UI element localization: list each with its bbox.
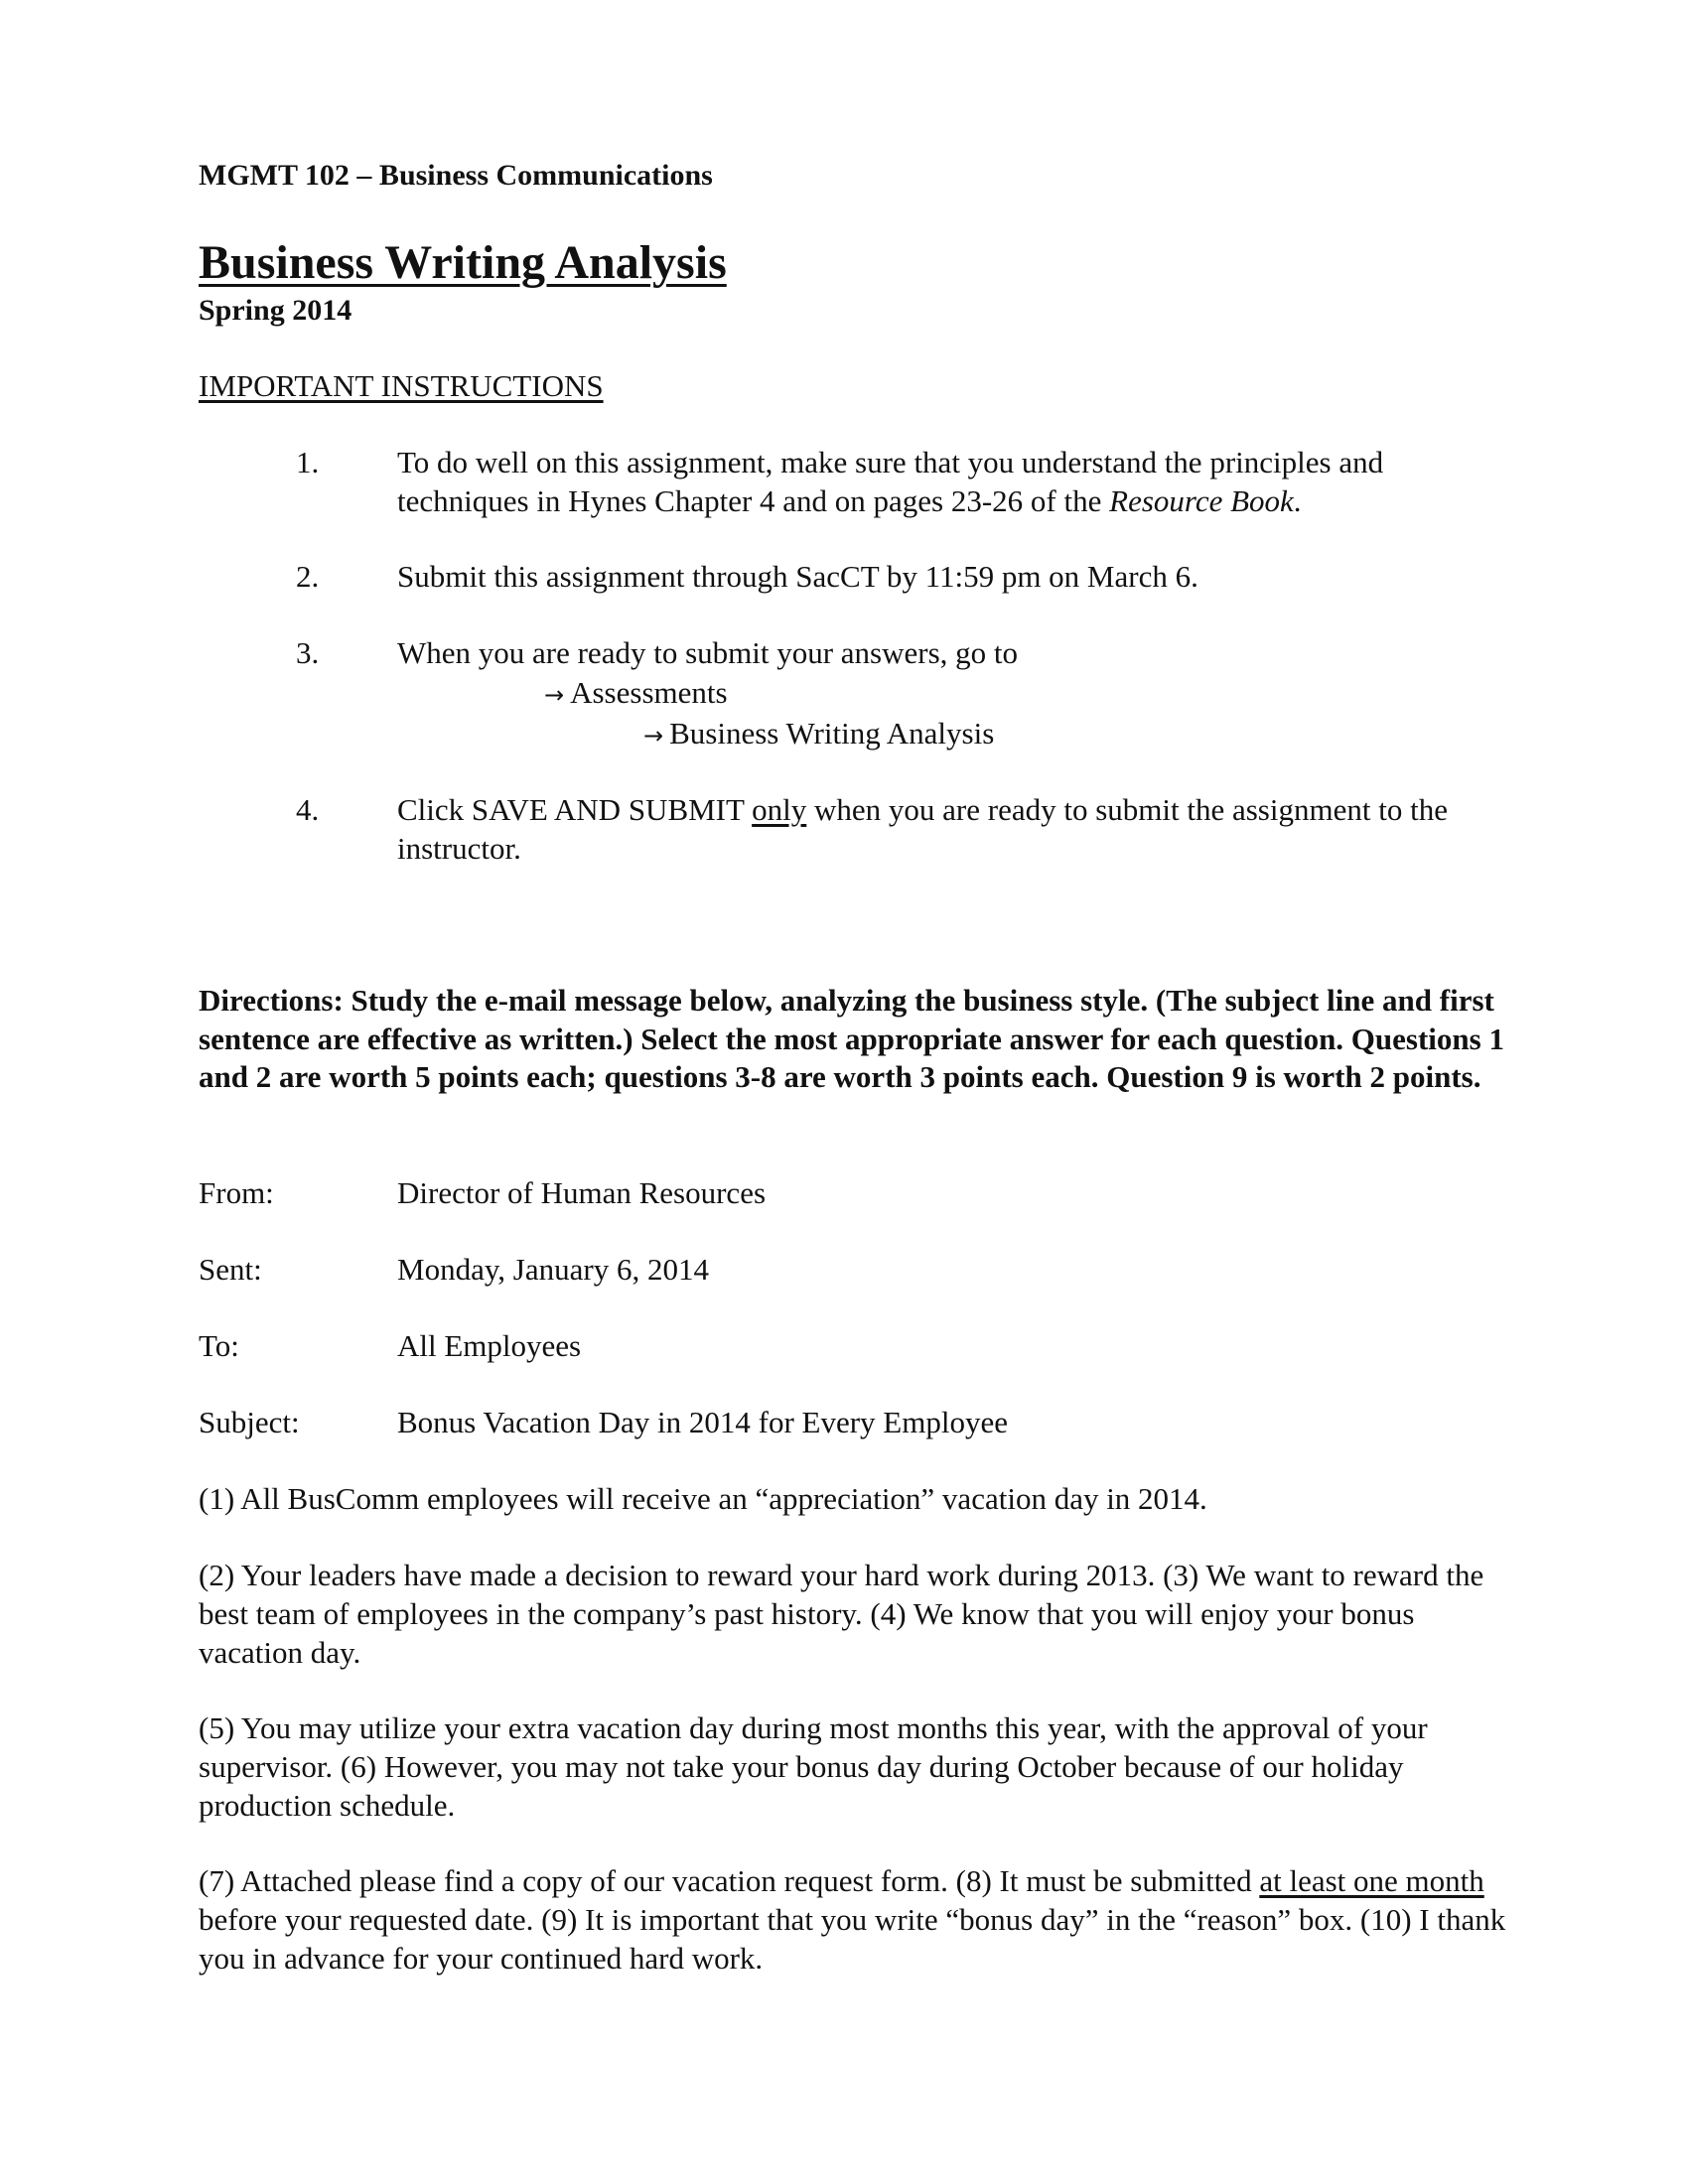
email-paragraph-2: (2) Your leaders have made a decision to reward your hard work during 2013. (3) We want to reward the best team of employees in the company’s past history. (4) We know that you will enjoy your bonus vacation day. <box>199 1558 1484 1670</box>
instruction-item-3 <box>199 633 1509 672</box>
instruction-item-2 <box>199 557 1509 596</box>
instruction-text: When you are ready to submit your answers, go to <box>397 635 1019 670</box>
term-label: Spring 2014 <box>199 294 352 327</box>
nav-step-business-writing-analysis <box>643 716 994 751</box>
email-sent-value: Monday, January 6, 2014 <box>397 1252 709 1287</box>
email-to-label: To: <box>199 1328 239 1363</box>
instruction-text-part: To do well on this assignment, make sure that you understand the principles and techniques in Hynes Chapter 4 and on pages 23-26 of the <box>397 445 1384 518</box>
resource-book-title: Resource Book <box>1109 483 1294 518</box>
arrow-right-icon: → <box>643 722 664 750</box>
instruction-text-part: . <box>1293 483 1302 518</box>
instruction-text-part: when you are ready to submit the assignment to the instructor. <box>397 792 1448 866</box>
email-paragraph-1: (1) All BusComm employees will receive an “appreciation” vacation day in 2014. <box>199 1481 1207 1516</box>
instruction-item-4 <box>199 790 1509 868</box>
nav-step-label: Assessments <box>570 675 728 710</box>
arrow-right-icon: → <box>544 681 565 709</box>
email-to-value: All Employees <box>397 1328 582 1363</box>
email-from-label: From: <box>199 1175 274 1210</box>
instruction-number: 2. <box>296 559 320 594</box>
instruction-number: 3. <box>296 635 320 670</box>
email-subject-label: Subject: <box>199 1405 300 1439</box>
instruction-number: 4. <box>296 792 320 827</box>
emphasis-at-least-one-month: at least one month <box>1259 1863 1484 1898</box>
instruction-item-1 <box>199 443 1509 520</box>
instructions-heading: IMPORTANT INSTRUCTIONS <box>199 368 604 403</box>
email-paragraph-4 <box>199 1861 1509 1978</box>
email-text-part: before your requested date. (9) It is important that you write “bonus day” in the “reason” box. (10) I thank you in advance for your continued hard work. <box>199 1902 1506 1976</box>
email-text-part: (7) Attached please find a copy of our vacation request form. (8) It must be submitted <box>199 1863 1260 1898</box>
directions-paragraph: Directions: Study the e-mail message below, analyzing the business style. (The subject line and first sentence are effective as written.) Select the most appropriate answer for each question. Questions 1 and 2 are worth 5 points each; questions 3-8 are worth 3 points each. Question 9 is worth 2 points. <box>199 983 1504 1094</box>
email-sent-label: Sent: <box>199 1252 262 1287</box>
instruction-text-part: Click SAVE AND SUBMIT <box>397 792 753 827</box>
course-title: MGMT 102 – Business Communications <box>199 159 713 192</box>
nav-step-label: Business Writing Analysis <box>669 716 995 751</box>
instruction-text <box>397 790 1509 868</box>
instruction-text: Submit this assignment through SacCT by 11:59 pm on March 6. <box>397 559 1198 594</box>
email-paragraph-3: (5) You may utilize your extra vacation day during most months this year, with the approval of your supervisor. (6) However, you may not take your bonus day during October because of our holiday production schedule. <box>199 1710 1428 1823</box>
instruction-number: 1. <box>296 445 320 479</box>
assignment-title: Business Writing Analysis <box>199 236 727 289</box>
email-subject-value: Bonus Vacation Day in 2014 for Every Employee <box>397 1405 1008 1439</box>
emphasis-only: only <box>752 792 807 827</box>
email-from-value: Director of Human Resources <box>397 1175 767 1210</box>
instruction-text <box>397 443 1509 520</box>
nav-step-assessments <box>544 675 728 711</box>
